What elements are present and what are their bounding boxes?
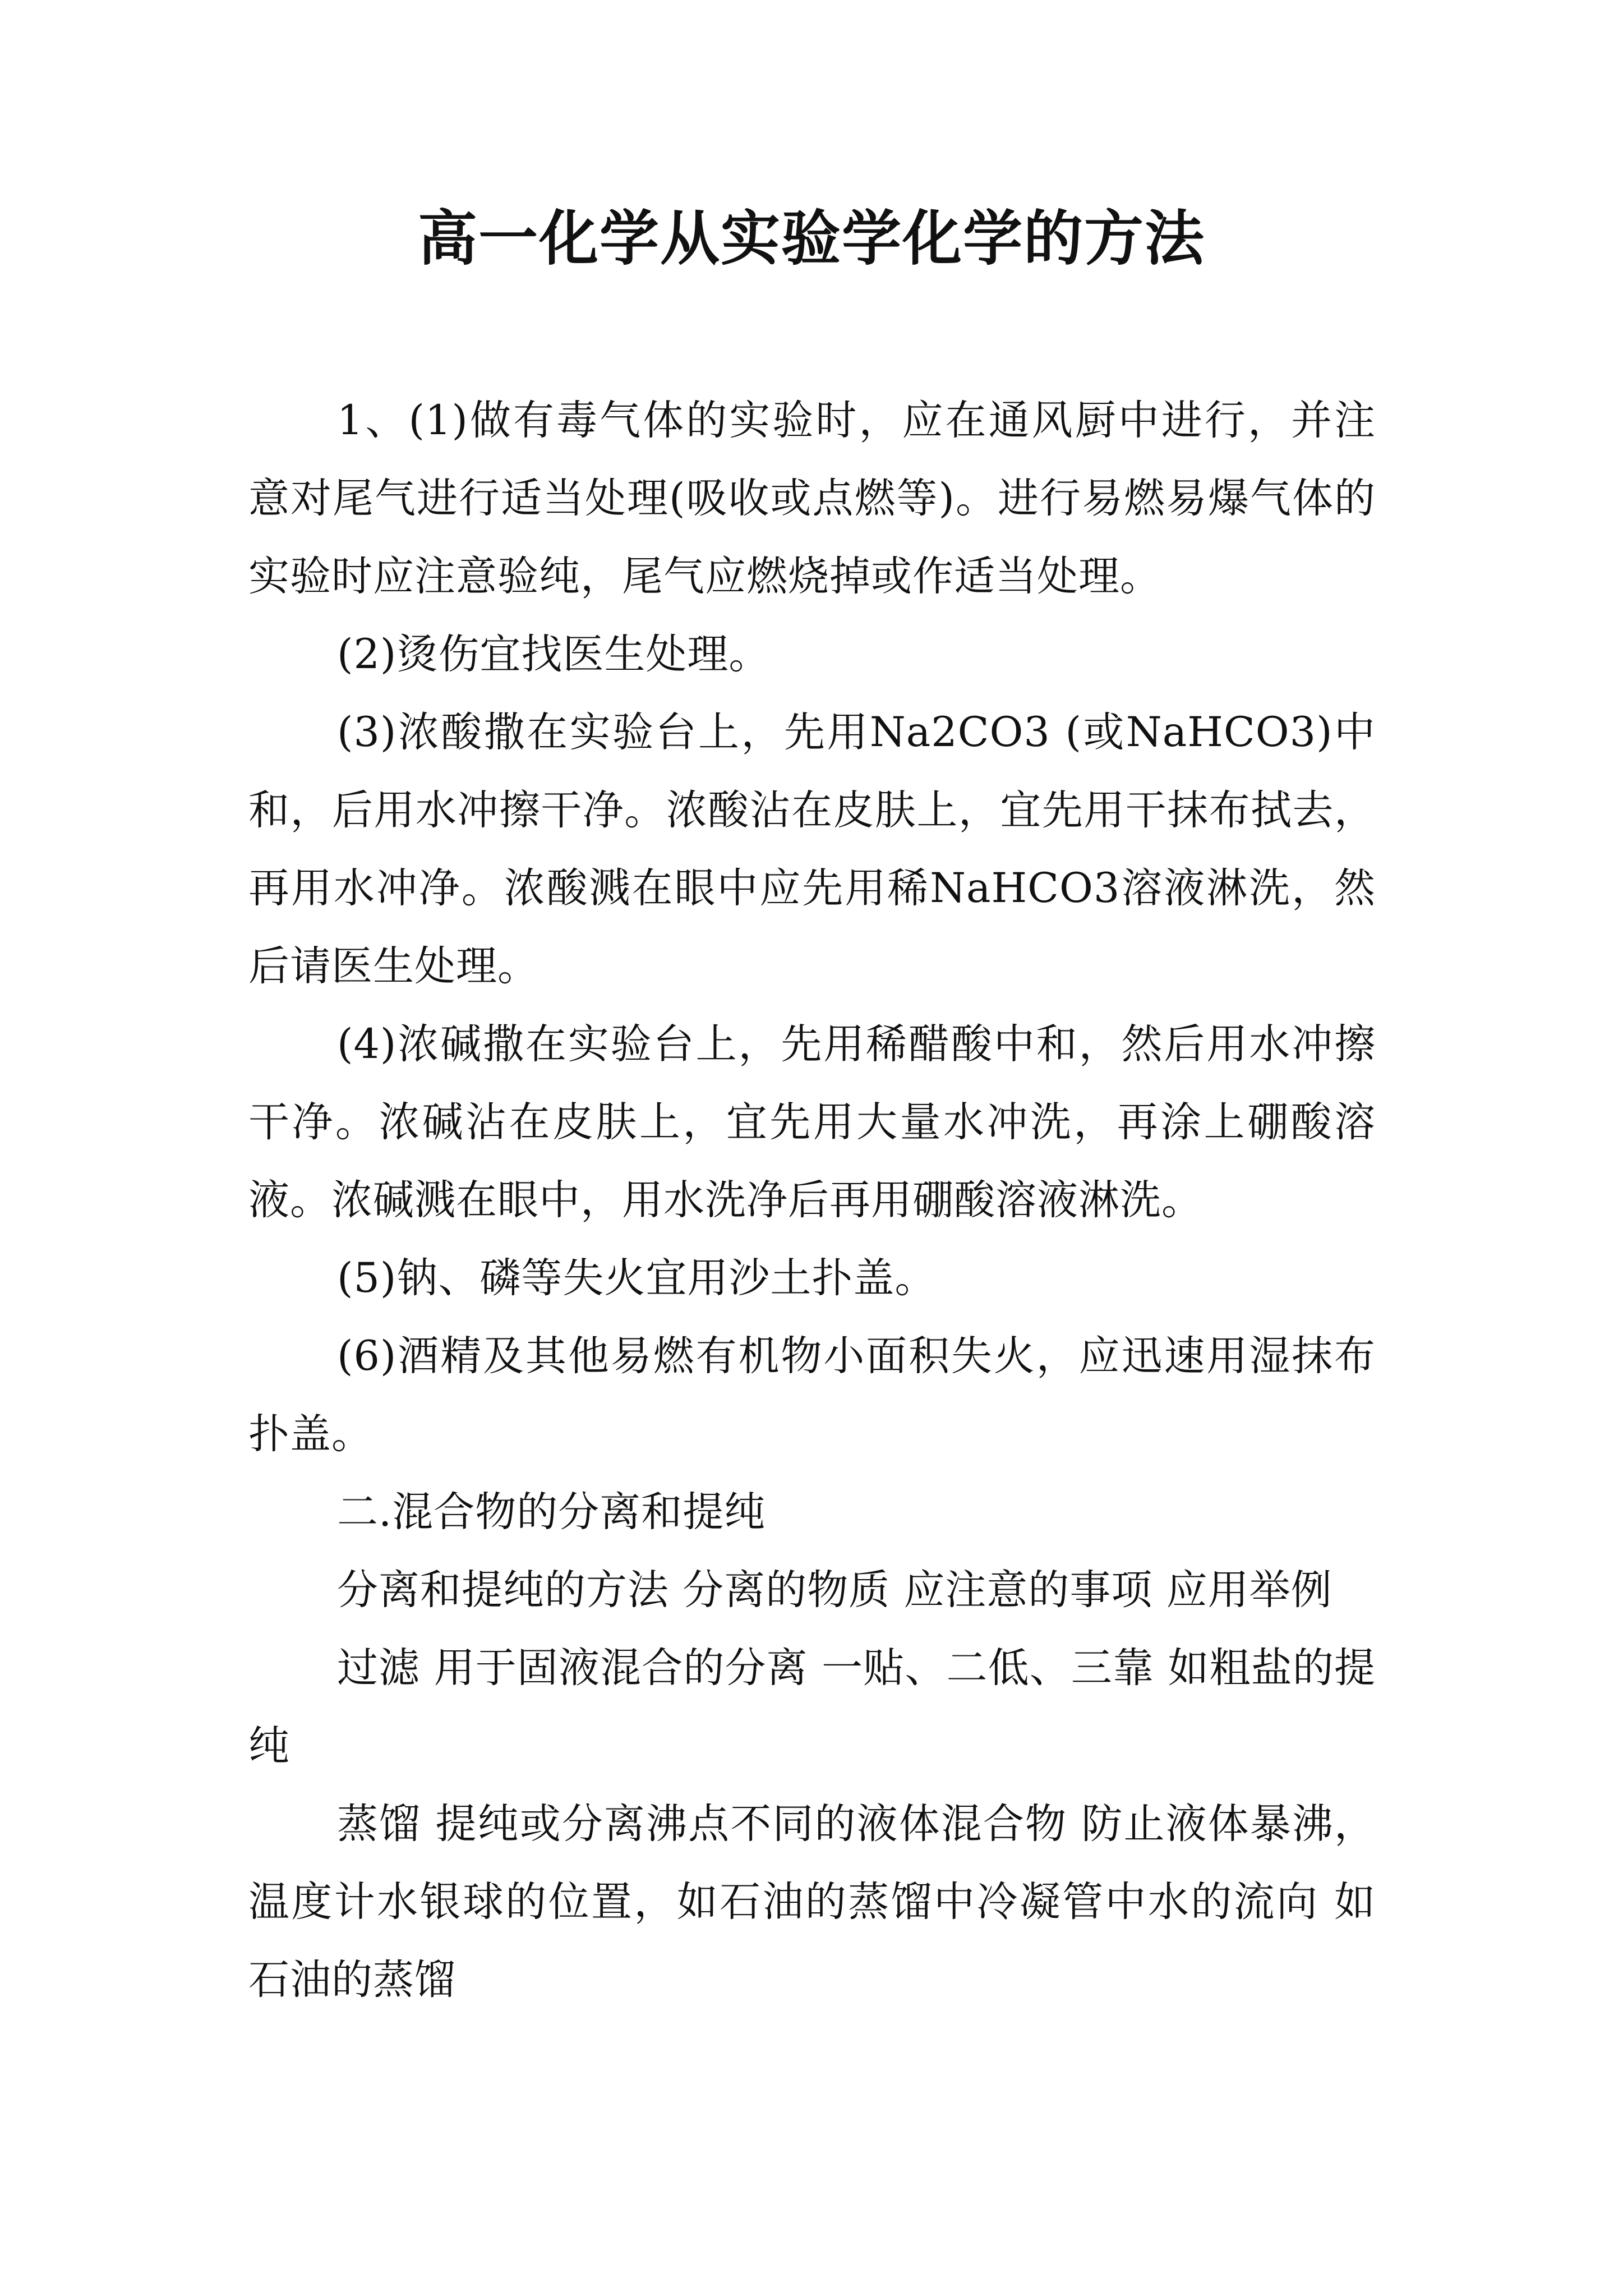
paragraph-safety-1: 1、(1)做有毒气体的实验时，应在通风厨中进行，并注意对尾气进行适当处理(吸收或点燃等)。进行易燃易爆气体的实验时应注意验纯，尾气应燃烧掉或作适当处理。 xyxy=(248,397,1376,600)
paragraph-safety-2: (2)烫伤宜找医生处理。 xyxy=(337,631,771,678)
paragraph-safety-6: (6)酒精及其他易燃有机物小面积失火，应迅速用湿抹布扑盖。 xyxy=(248,1332,1376,1458)
paragraph-safety-3: (3)浓酸撒在实验台上，先用Na2CO3 (或NaHCO3)中和，后用水冲擦干净。浓酸沾在皮肤上，宜先用干抹布拭去，再用水冲净。浓酸溅在眼中应先用稀NaHCO3溶液淋洗，然后请医生处理。 xyxy=(248,708,1376,990)
table-header-line: 分离和提纯的方法 分离的物质 应注意的事项 应用举例 xyxy=(337,1566,1332,1614)
document-title: 高一化学从实验学化学的方法 xyxy=(418,203,1205,273)
method-distillation: 蒸馏 提纯或分离沸点不同的液体混合物 防止液体暴沸，温度计水银球的位置，如石油的蒸馏中冷凝管中水的流向 如石油的蒸馏 xyxy=(248,1800,1376,2004)
method-filtration: 过滤 用于固液混合的分离 一贴、二低、三靠 如粗盐的提纯 xyxy=(248,1644,1376,1770)
section-heading: 二.混合物的分离和提纯 xyxy=(337,1488,766,1536)
paragraph-safety-5: (5)钠、磷等失火宜用沙土扑盖。 xyxy=(337,1254,937,1302)
paragraph-safety-4: (4)浓碱撒在实验台上，先用稀醋酸中和，然后用水冲擦干净。浓碱沾在皮肤上，宜先用大量水冲洗，再涂上硼酸溶液。浓碱溅在眼中，用水洗净后再用硼酸溶液淋洗。 xyxy=(248,1020,1376,1224)
document-body xyxy=(248,381,1376,2019)
